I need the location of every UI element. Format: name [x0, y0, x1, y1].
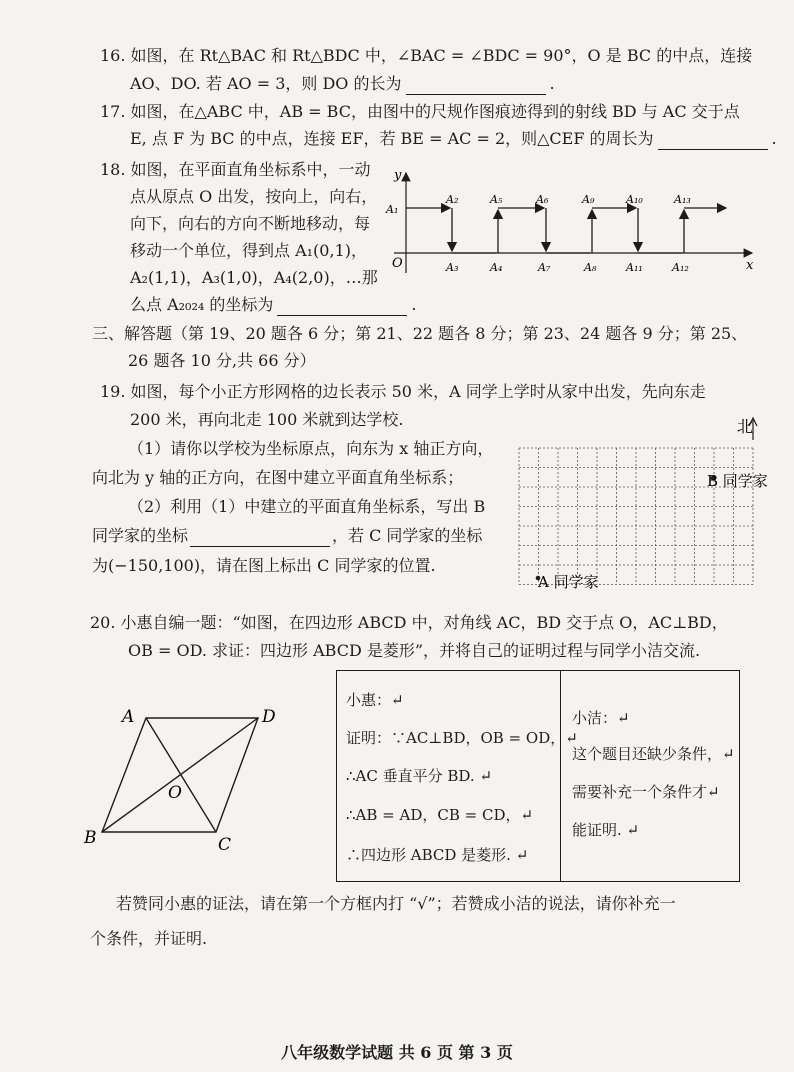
- vertex-b-label: B: [84, 828, 97, 848]
- q18-label-a11: A₁₁: [626, 261, 643, 274]
- xiaohui-line2: 证明：∵AC⊥BD，OB = OD，↵: [346, 729, 578, 747]
- q19-line1: 19. 如图，每个小正方形网格的边长表示 50 米，A 同学上学时从家中出发，先向东走: [100, 382, 706, 401]
- q19-grid-figure: [505, 412, 790, 597]
- q20-figure: [82, 700, 292, 860]
- proof-box-xiaojie[interactable]: [560, 670, 740, 882]
- q19-part2-c: 为(−150,100)，请在图上标出 C 同学家的位置.: [92, 556, 436, 575]
- section3-line2: 26 题各 10 分,共 66 分）: [128, 351, 316, 370]
- q17-line1: 17. 如图，在△ABC 中，AB = BC，由图中的尺规作图痕迹得到的射线 BD 与 AC 交于点: [100, 102, 740, 121]
- q18-line3: 向下，向右的方向不断地移动，每: [130, 214, 371, 233]
- q18-label-a7: A₇: [538, 261, 551, 274]
- q19-part2-b: 同学家的坐标 ，若 C 同学家的坐标: [92, 526, 483, 545]
- q20-line1: 20. 小惠自编一题：“如图，在四边形 ABCD 中，对角线 AC，BD 交于点 O，AC⊥BD，: [90, 613, 728, 632]
- q18-label-a12: A₁₂: [672, 261, 689, 274]
- q18-label-a1: A₁: [386, 203, 399, 216]
- q16-answer-blank[interactable]: [406, 76, 546, 95]
- q18-path: [406, 208, 726, 253]
- q18-axis-y-label: y: [394, 168, 402, 183]
- q18-line6: 么点 A₂₀₂₄ 的坐标为 .: [130, 295, 417, 314]
- q20-line2: OB = OD. 求证：四边形 ABCD 是菱形”，并将自己的证明过程与同学小洁交流.: [128, 641, 701, 660]
- xiaohui-line5: ∴四边形 ABCD 是菱形. ↵: [346, 846, 529, 864]
- q18-label-a10: A₁₀: [626, 193, 643, 206]
- north-label: 北: [737, 417, 754, 436]
- q18-label-a9: A₉: [582, 193, 595, 206]
- q18-figure: [380, 165, 770, 280]
- q18-line2: 点从原点 O 出发，按向上，向右，: [130, 187, 378, 206]
- q20-after-line2: 个条件，并证明.: [90, 929, 208, 948]
- section3-line1: 三、解答题（第 19、20 题各 6 分；第 21、22 题各 8 分；第 23、24 题各 9 分；第 25、: [92, 324, 748, 343]
- vertex-c-label: C: [218, 835, 232, 855]
- q17-line2: E, 点 F 为 BC 的中点，连接 EF，若 BE = AC = 2，则△CEF 的周长为 .: [130, 129, 777, 148]
- xiaohui-line3: ∴AC 垂直平分 BD. ↵: [346, 767, 493, 785]
- b-home-label: B 同学家: [707, 472, 768, 490]
- center-o-label: O: [168, 783, 182, 803]
- q18-label-a6: A₆: [536, 193, 549, 206]
- q18-line4: 移动一个单位，得到点 A₁(0,1)，: [130, 241, 367, 260]
- q18-label-a4: A₄: [490, 261, 503, 274]
- q19-grid: [519, 448, 753, 585]
- xiaohui-line4: ∴AB = AD，CB = CD，↵: [346, 806, 534, 824]
- q19-part1-b: 向北为 y 轴的正方向，在图中建立平面直角坐标系；: [92, 468, 464, 487]
- q18-label-a3: A₃: [446, 261, 459, 274]
- vertex-a-label: A: [122, 707, 135, 727]
- diagonal-bd: [102, 718, 258, 832]
- q20-after-line1: 若赞同小惠的证法，请在第一个方框内打 “√”；若赞成小洁的说法，请你补充一: [116, 894, 676, 913]
- q19-answer-blank[interactable]: [190, 528, 330, 547]
- xiaojie-line3: 需要补充一个条件才↵: [572, 783, 720, 801]
- q18-answer-blank[interactable]: [277, 297, 407, 316]
- q18-origin-label: O: [392, 256, 403, 271]
- q16-line1: 16. 如图，在 Rt△BAC 和 Rt△BDC 中，∠BAC = ∠BDC = 90°，O 是 BC 的中点，连接: [100, 46, 753, 65]
- q17-answer-blank[interactable]: [658, 131, 768, 150]
- a-home-label: A 同学家: [538, 573, 599, 591]
- q19-line2: 200 米，再向北走 100 米就到达学校.: [130, 410, 404, 429]
- q19-part2-a: （2）利用（1）中建立的平面直角坐标系，写出 B: [128, 497, 486, 516]
- xiaohui-line1: 小惠：↵: [346, 691, 404, 709]
- q16-line2: AO、DO. 若 AO = 3，则 DO 的长为 .: [130, 74, 555, 93]
- xiaojie-line4: 能证明. ↵: [572, 821, 640, 839]
- q18-axis-x-label: x: [746, 258, 754, 273]
- page-footer: 八年级数学试题 共 6 页 第 3 页: [281, 1043, 513, 1062]
- q18-label-a2: A₂: [446, 193, 459, 206]
- xiaojie-line1: 小洁：↵: [572, 709, 630, 727]
- vertex-d-label: D: [262, 707, 276, 727]
- q18-line1: 18. 如图，在平面直角坐标系中，一动: [100, 160, 371, 179]
- q18-label-a5: A₅: [490, 193, 503, 206]
- xiaojie-line2: 这个题目还缺少条件，↵: [572, 745, 735, 763]
- q18-label-a8: A₈: [584, 261, 597, 274]
- q19-part1-a: （1）请你以学校为坐标原点，向东为 x 轴正方向，: [128, 439, 494, 458]
- q18-line5: A₂(1,1)，A₃(1,0)，A₄(2,0)，…那: [130, 268, 378, 287]
- q18-label-a13: A₁₃: [674, 193, 691, 206]
